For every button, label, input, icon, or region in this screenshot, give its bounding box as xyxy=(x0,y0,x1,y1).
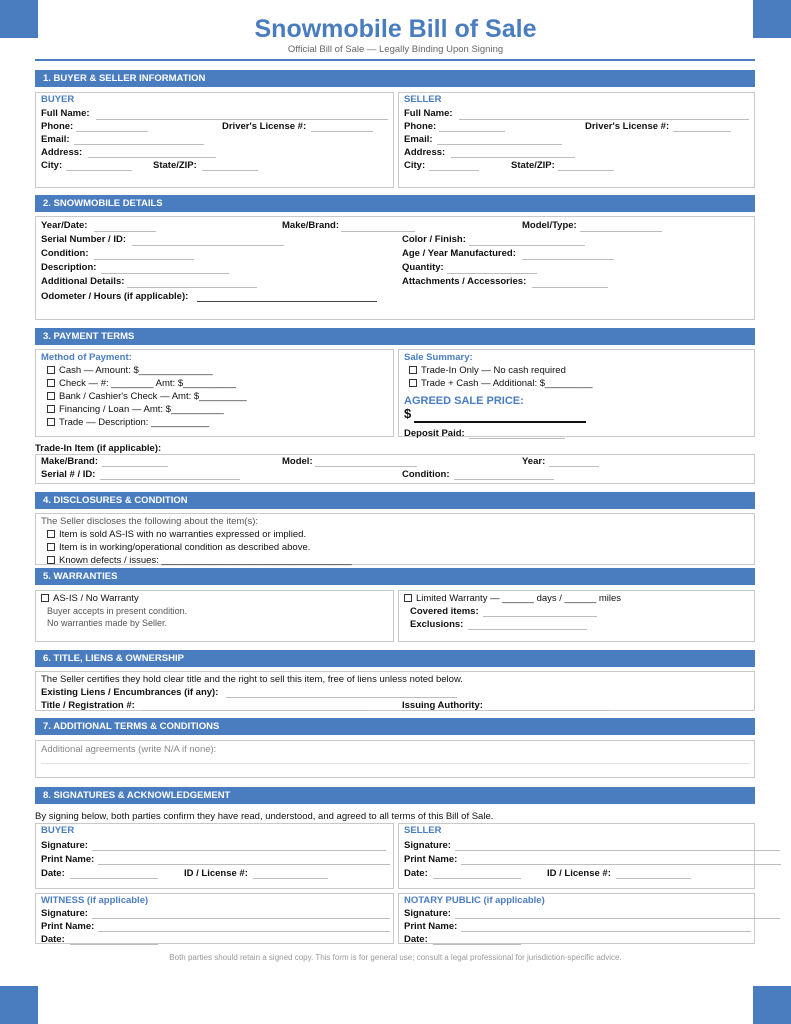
notary-signature-label: Signature: xyxy=(404,908,451,919)
buyer-state-label: State/ZIP: xyxy=(153,160,197,171)
working-disclosure-option[interactable] xyxy=(47,542,310,553)
registration-label: Title / Registration #: xyxy=(41,700,135,711)
buyer-dl-label: Driver's License #: xyxy=(222,121,307,132)
year-label: Year/Date: xyxy=(41,220,88,231)
seller-state-field[interactable] xyxy=(558,170,614,171)
buyer-city-label: City: xyxy=(41,160,63,171)
limited-warranty-option[interactable] xyxy=(404,593,621,604)
trade-in-condition-field[interactable] xyxy=(454,479,554,480)
buyer-address-label: Address: xyxy=(41,147,83,158)
checkbox-icon[interactable] xyxy=(409,379,417,387)
liens-field[interactable] xyxy=(226,697,457,698)
seller-city-label: City: xyxy=(404,160,426,171)
checkbox-icon[interactable] xyxy=(47,379,55,387)
limited-warranty-label: Limited Warranty — ______ days / ______ miles xyxy=(416,593,622,604)
witness-signature-label: Signature: xyxy=(41,908,88,919)
seller-phone-field[interactable] xyxy=(439,131,505,132)
seller-signature-field[interactable] xyxy=(455,850,780,851)
trade-in-serial-label: Serial # / ID: xyxy=(41,469,96,480)
trade-in-condition-label: Condition: xyxy=(402,469,450,480)
buyer-print-field[interactable] xyxy=(98,864,390,865)
model-field[interactable] xyxy=(580,231,662,232)
make-label: Make/Brand: xyxy=(282,220,340,231)
buyer-id-field[interactable] xyxy=(253,878,328,879)
dollar-sign: $ xyxy=(404,406,412,421)
buyer-address-field[interactable] xyxy=(88,157,216,158)
age-label: Age / Year Manufactured: xyxy=(402,248,516,259)
seller-date-label: Date: xyxy=(404,868,428,879)
checkbox-icon[interactable] xyxy=(47,530,55,538)
seller-state-label: State/ZIP: xyxy=(511,160,555,171)
no-warranties-text: No warranties made by Seller. xyxy=(47,618,168,628)
seller-dl-label: Driver's License #: xyxy=(585,121,670,132)
trade-in-heading: Trade-In Item (if applicable): xyxy=(35,443,162,454)
buyer-full-name-field[interactable] xyxy=(96,119,388,120)
asis-warranty-label: AS-IS / No Warranty xyxy=(53,593,139,604)
attachments-label: Attachments / Accessories: xyxy=(402,276,527,287)
exclusions-label: Exclusions: xyxy=(410,619,464,630)
trade-option[interactable] xyxy=(47,417,209,428)
seller-email-field[interactable] xyxy=(437,144,562,145)
seller-info-box xyxy=(398,92,755,188)
defects-disclosure-option[interactable] xyxy=(47,555,352,566)
asis-disclosure-label: Item is sold AS-IS with no warranties expressed or implied. xyxy=(59,529,307,540)
check-option-label: Check — #: ________ Amt: $__________ xyxy=(59,378,236,389)
seller-dl-field[interactable] xyxy=(673,131,731,132)
working-disclosure-label: Item is in working/operational condition as described above. xyxy=(59,542,311,553)
corner-decoration xyxy=(753,986,791,1024)
financing-option[interactable] xyxy=(47,404,224,415)
deposit-field[interactable] xyxy=(469,438,565,439)
asis-disclosure-option[interactable] xyxy=(47,529,306,540)
trade-only-label: Trade-In Only — No cash required xyxy=(421,365,566,376)
checkbox-icon[interactable] xyxy=(47,418,55,426)
seller-print-label: Print Name: xyxy=(404,854,458,865)
buyer-id-label: ID / License #: xyxy=(184,868,248,879)
trade-in-make-label: Make/Brand: xyxy=(41,456,99,467)
page-subtitle: Official Bill of Sale — Legally Binding Upon Signing xyxy=(287,44,504,55)
covered-items-label: Covered items: xyxy=(410,606,479,617)
seller-full-name-label: Full Name: xyxy=(404,108,453,119)
checkbox-icon[interactable] xyxy=(47,405,55,413)
section-1-header: 1. BUYER & SELLER INFORMATION xyxy=(35,70,755,87)
cash-option-label: Cash — Amount: $______________ xyxy=(59,365,213,376)
trade-only-option[interactable] xyxy=(409,365,566,376)
section-8-header: 8. SIGNATURES & ACKNOWLEDGEMENT xyxy=(35,787,755,804)
buyer-signature-heading: BUYER xyxy=(41,825,75,836)
witness-signature-field[interactable] xyxy=(92,918,390,919)
title-divider xyxy=(35,59,755,61)
color-field[interactable] xyxy=(469,245,585,246)
check-option[interactable] xyxy=(47,378,236,389)
covered-items-field[interactable] xyxy=(483,616,597,617)
trade-in-model-field[interactable] xyxy=(315,466,417,467)
section-4-header: 4. DISCLOSURES & CONDITION xyxy=(35,492,755,509)
serial-label: Serial Number / ID: xyxy=(41,234,126,245)
buyer-phone-label: Phone: xyxy=(41,121,74,132)
seller-print-field[interactable] xyxy=(461,864,781,865)
witness-date-field[interactable] xyxy=(70,944,158,945)
title-certification-text: The Seller certifies they hold clear title and the right to sell this item, free of liens unless noted below. xyxy=(41,674,463,685)
seller-email-label: Email: xyxy=(404,134,433,145)
buyer-city-field[interactable] xyxy=(66,170,132,171)
footer-note: Both parties should retain a signed copy. This form is for general use; consult a legal professional for jurisdiction-specific advice. xyxy=(169,953,622,962)
checkbox-icon[interactable] xyxy=(47,392,55,400)
quantity-field[interactable] xyxy=(447,273,537,274)
description-field[interactable] xyxy=(101,273,229,274)
signatures-intro: By signing below, both parties confirm they have read, understood, and agreed to all terms of this Bill of Sale. xyxy=(35,811,494,822)
issuing-authority-field[interactable] xyxy=(489,710,609,711)
sale-summary-heading: Sale Summary: xyxy=(404,352,473,363)
year-field[interactable] xyxy=(94,231,156,232)
additional-details-field[interactable] xyxy=(127,287,257,288)
quantity-label: Quantity: xyxy=(402,262,444,273)
attachments-field[interactable] xyxy=(532,287,608,288)
witness-print-label: Print Name: xyxy=(41,921,95,932)
condition-field[interactable] xyxy=(94,259,194,260)
color-label: Color / Finish: xyxy=(402,234,466,245)
witness-date-label: Date: xyxy=(41,934,65,945)
make-field[interactable] xyxy=(341,231,415,232)
additional-terms-note: Additional agreements (write N/A if none): xyxy=(41,744,217,755)
trade-in-year-field[interactable] xyxy=(549,466,599,467)
witness-heading: WITNESS (if applicable) xyxy=(41,895,149,906)
bank-option-label: Bank / Cashier's Check — Amt: $_________ xyxy=(59,391,247,402)
section-7-header: 7. ADDITIONAL TERMS & CONDITIONS xyxy=(35,718,755,735)
bank-option[interactable] xyxy=(47,391,247,402)
section-5-header: 5. WARRANTIES xyxy=(35,568,755,585)
buyer-date-label: Date: xyxy=(41,868,65,879)
section-3-header: 3. PAYMENT TERMS xyxy=(35,328,755,345)
deposit-label: Deposit Paid: xyxy=(404,428,465,439)
trade-in-serial-field[interactable] xyxy=(100,479,240,480)
notary-date-field[interactable] xyxy=(433,944,521,945)
buyer-full-name-label: Full Name: xyxy=(41,108,90,119)
notary-print-field[interactable] xyxy=(461,931,751,932)
defects-disclosure-label: Known defects / issues: ____________________________________ xyxy=(59,555,352,566)
seller-id-label: ID / License #: xyxy=(547,868,611,879)
exclusions-field[interactable] xyxy=(468,629,587,630)
notary-signature-field[interactable] xyxy=(455,918,780,919)
page-title: Snowmobile Bill of Sale xyxy=(254,15,537,43)
buyer-print-label: Print Name: xyxy=(41,854,95,865)
section-6-header: 6. TITLE, LIENS & OWNERSHIP xyxy=(35,650,755,667)
seller-heading: SELLER xyxy=(404,94,442,105)
asis-warranty-option[interactable] xyxy=(41,593,139,604)
model-label: Model/Type: xyxy=(522,220,577,231)
trade-in-make-field[interactable] xyxy=(102,466,168,467)
age-field[interactable] xyxy=(522,259,614,260)
buyer-info-box xyxy=(35,92,394,188)
trade-cash-label: Trade + Cash — Additional: $_________ xyxy=(421,378,593,389)
serial-field[interactable] xyxy=(132,245,284,246)
buyer-signature-label: Signature: xyxy=(41,840,88,851)
registration-field[interactable] xyxy=(142,710,368,711)
seller-signature-heading: SELLER xyxy=(404,825,442,836)
buyer-email-label: Email: xyxy=(41,134,70,145)
condition-label: Condition: xyxy=(41,248,89,259)
additional-details-label: Additional Details: xyxy=(41,276,125,287)
seller-address-field[interactable] xyxy=(451,157,575,158)
buyer-signature-field[interactable] xyxy=(92,850,386,851)
buyer-phone-field[interactable] xyxy=(76,131,148,132)
checkbox-icon[interactable] xyxy=(409,366,417,374)
corner-decoration xyxy=(0,986,38,1024)
financing-option-label: Financing / Loan — Amt: $__________ xyxy=(59,404,224,415)
liens-label: Existing Liens / Encumbrances (if any): xyxy=(41,687,219,698)
disclosures-intro: The Seller discloses the following about the item(s): xyxy=(41,516,259,527)
agreed-price-label: AGREED SALE PRICE: xyxy=(404,395,524,407)
notary-heading: NOTARY PUBLIC (if applicable) xyxy=(404,895,545,906)
checkbox-icon[interactable] xyxy=(404,594,412,602)
cash-option[interactable] xyxy=(47,365,213,376)
section-2-header: 2. SNOWMOBILE DETAILS xyxy=(35,195,755,212)
buyer-dl-field[interactable] xyxy=(311,131,373,132)
buyer-heading: BUYER xyxy=(41,94,75,105)
seller-phone-label: Phone: xyxy=(404,121,437,132)
additional-terms-line[interactable] xyxy=(41,763,749,764)
checkbox-icon[interactable] xyxy=(47,556,55,564)
trade-in-year-label: Year: xyxy=(522,456,546,467)
seller-full-name-field[interactable] xyxy=(459,119,749,120)
issuing-authority-label: Issuing Authority: xyxy=(402,700,483,711)
buyer-state-field[interactable] xyxy=(202,170,258,171)
witness-print-field[interactable] xyxy=(98,931,390,932)
trade-cash-option[interactable] xyxy=(409,378,593,389)
buyer-accepts-text: Buyer accepts in present condition. xyxy=(47,606,188,616)
odometer-field[interactable] xyxy=(197,301,377,302)
checkbox-icon[interactable] xyxy=(47,543,55,551)
trade-option-label: Trade — Description: ___________ xyxy=(59,417,210,428)
checkbox-icon[interactable] xyxy=(47,366,55,374)
seller-date-field[interactable] xyxy=(433,878,521,879)
notary-date-label: Date: xyxy=(404,934,428,945)
odometer-label: Odometer / Hours (if applicable): xyxy=(41,291,189,302)
buyer-email-field[interactable] xyxy=(74,144,204,145)
description-label: Description: xyxy=(41,262,97,273)
seller-city-field[interactable] xyxy=(429,170,479,171)
checkbox-icon[interactable] xyxy=(41,594,49,602)
payment-method-heading: Method of Payment: xyxy=(41,352,132,363)
buyer-date-field[interactable] xyxy=(70,878,158,879)
seller-id-field[interactable] xyxy=(616,878,691,879)
seller-signature-label: Signature: xyxy=(404,840,451,851)
agreed-price-field[interactable] xyxy=(414,421,586,423)
seller-address-label: Address: xyxy=(404,147,446,158)
notary-print-label: Print Name: xyxy=(404,921,458,932)
trade-in-model-label: Model: xyxy=(282,456,313,467)
